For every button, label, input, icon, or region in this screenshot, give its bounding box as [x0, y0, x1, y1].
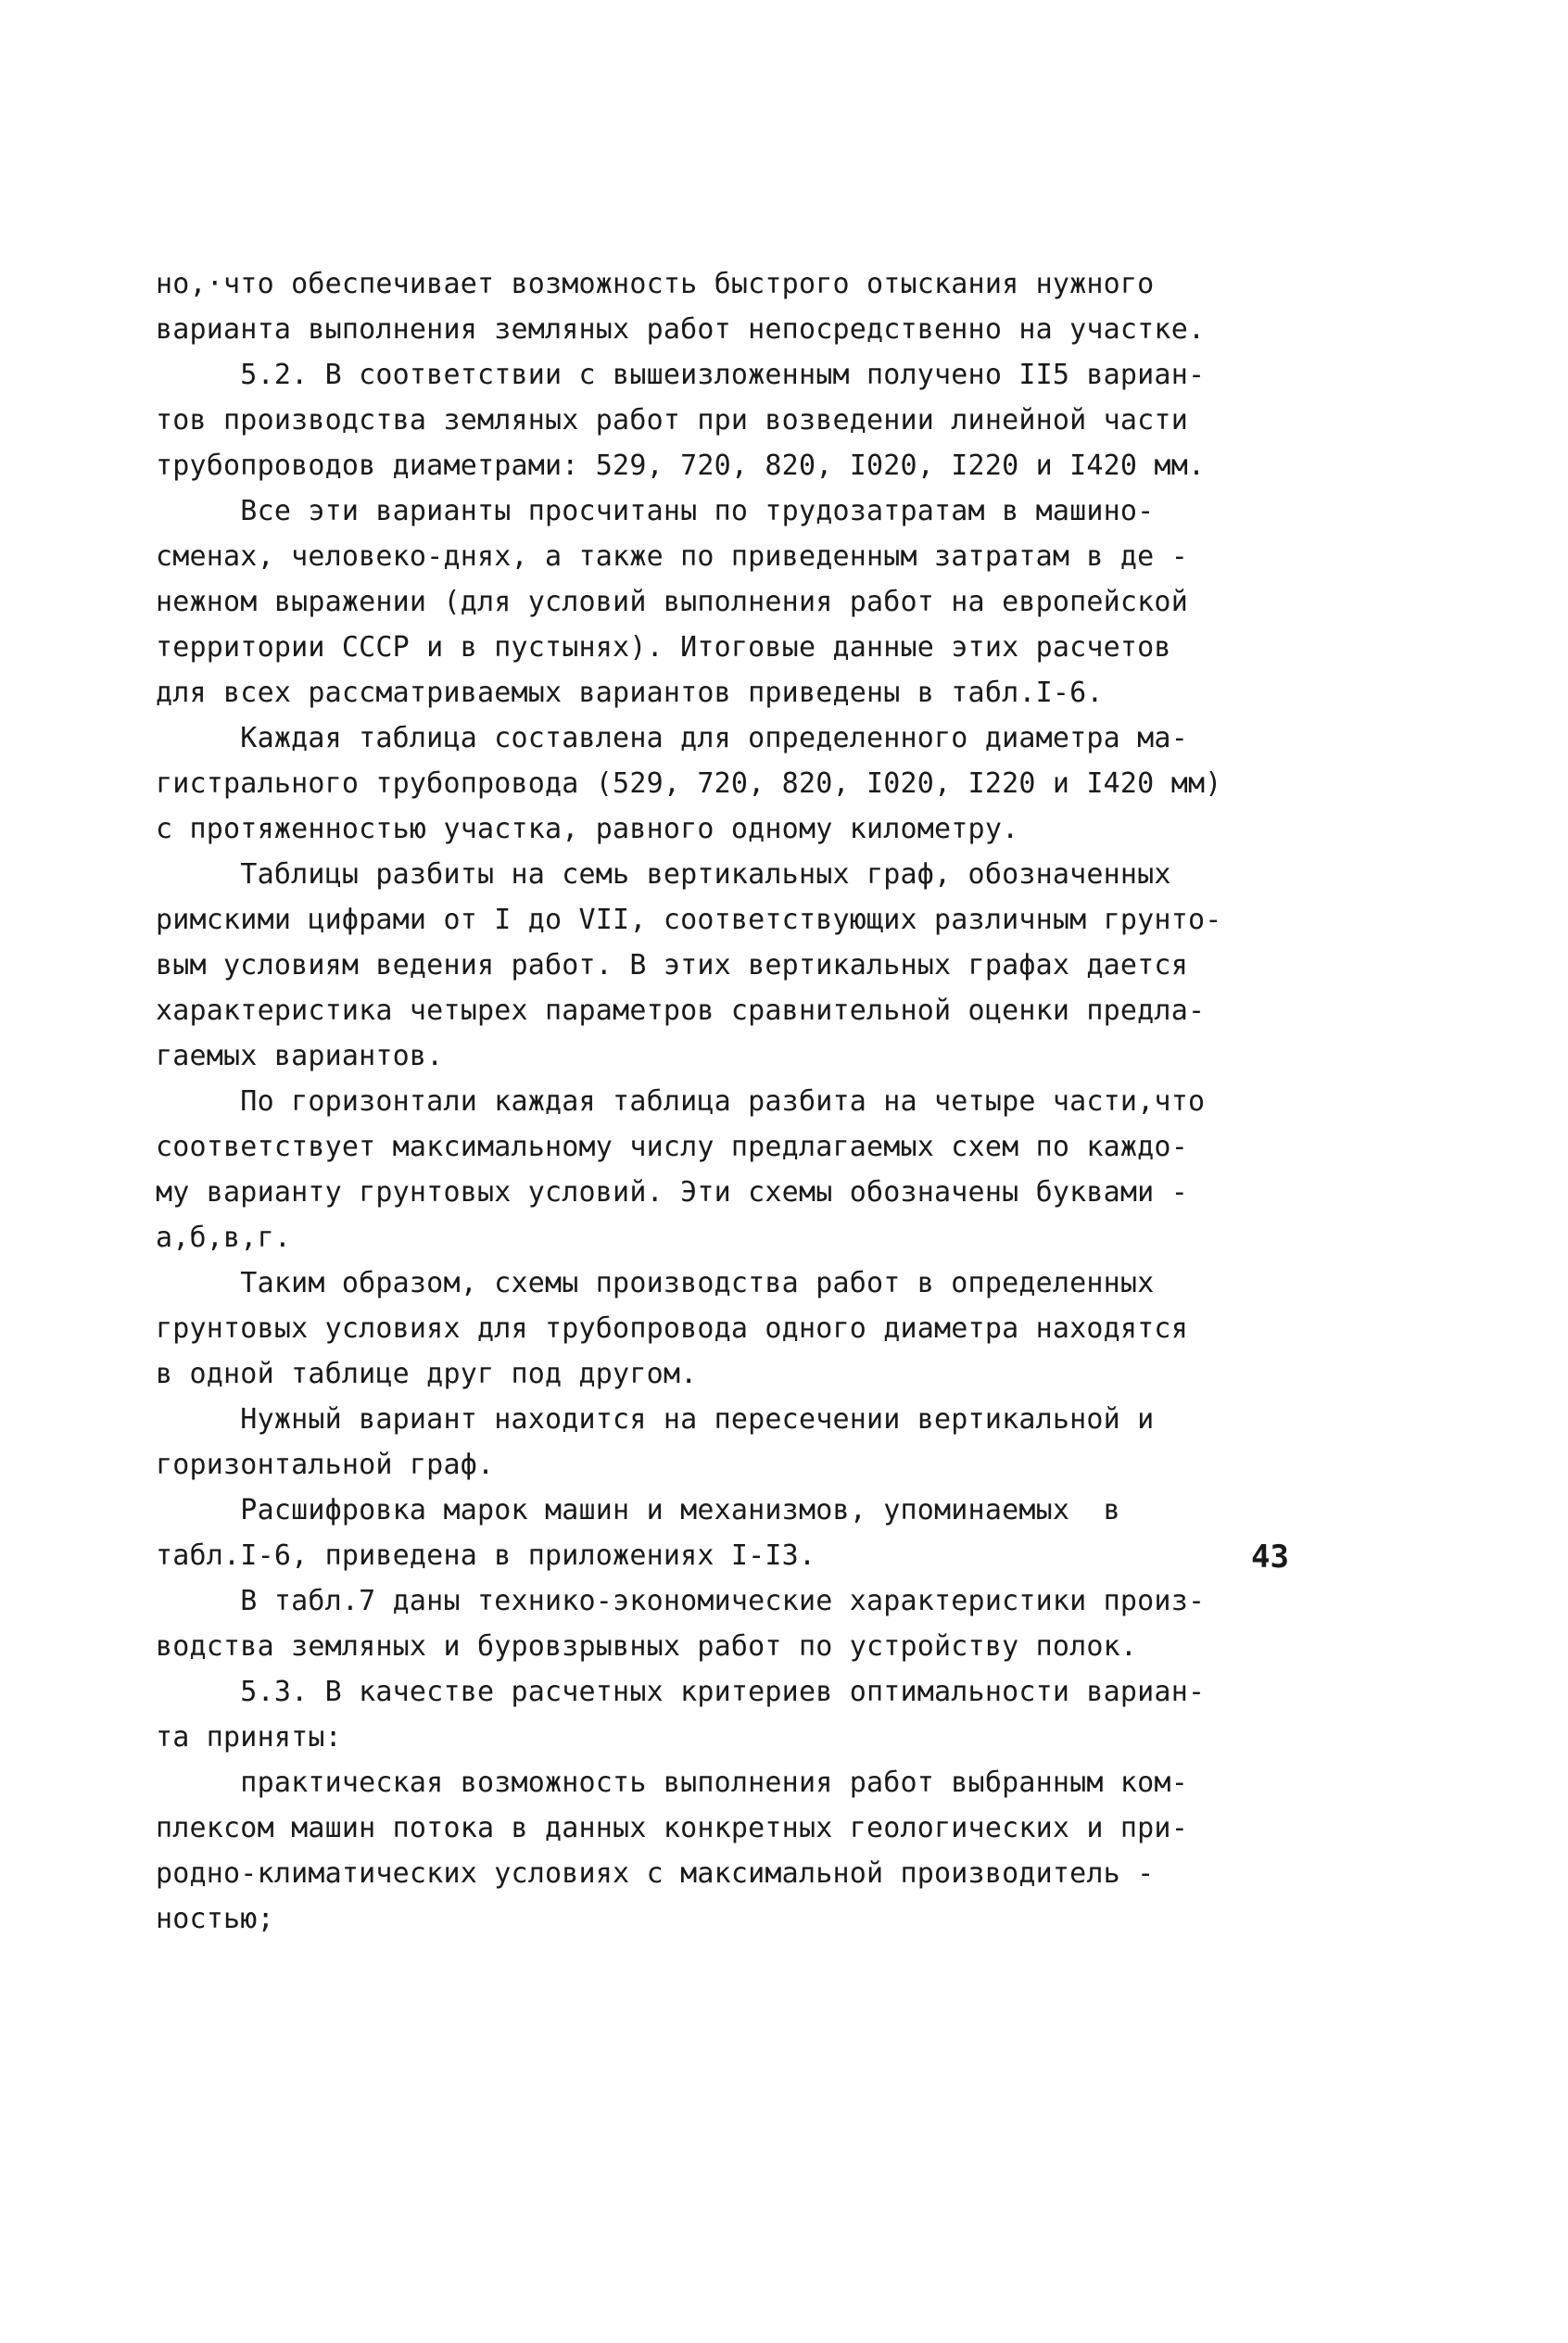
body-text [156, 261, 1351, 1942]
text-line: нежном выражении (для условий выполнения работ на европейской [156, 586, 1188, 618]
text-line: грунтовых условиях для трубопровода одного диаметра находятся [156, 1312, 1188, 1345]
text-line: му варианту грунтовых условий. Эти схемы обозначены буквами - [156, 1176, 1188, 1209]
text-line: гистрального трубопровода (529, 720, 820, I020, I220 и I420 мм) [156, 767, 1222, 800]
text-line: а,б,в,г. [156, 1222, 292, 1254]
text-line: плексом машин потока в данных конкретных геологических и при- [156, 1812, 1188, 1844]
page-number: 43 [1251, 1539, 1289, 1576]
text-line: территории СССР и в пустынях). Итоговые данные этих расчетов [156, 631, 1171, 664]
text-line: сменах, человеко-днях, а также по приведенным затратам в де - [156, 540, 1188, 573]
text-line: с протяженностью участка, равного одному километру. [156, 813, 1019, 845]
text-line: 5.3. В качестве расчетных критериев оптимальности вариан- [156, 1676, 1206, 1708]
text-line: Таким образом, схемы производства работ в определенных [156, 1267, 1155, 1299]
text-line: соответствует максимальному числу предлагаемых схем по каждо- [156, 1131, 1188, 1163]
text-line: римскими цифрами от I до VII, соответствующих различным грунто- [156, 904, 1222, 936]
text-line: Расшифровка марок машин и механизмов, упоминаемых в [156, 1494, 1120, 1526]
text-line: характеристика четырех параметров сравнительной оценки предла- [156, 994, 1206, 1027]
text-line: Таблицы разбиты на семь вертикальных граф, обозначенных [156, 858, 1171, 891]
text-line: ностью; [156, 1903, 274, 1935]
text-line: но,·что обеспечивает возможность быстрого отыскания нужного [156, 268, 1155, 300]
text-line: тов производства земляных работ при возведении линейной части [156, 404, 1188, 437]
text-line: Нужный вариант находится на пересечении вертикальной и [156, 1403, 1155, 1436]
text-line: варианта выполнения земляных работ непосредственно на участке. [156, 313, 1206, 346]
text-line: вым условиям ведения работ. В этих вертикальных графах дается [156, 949, 1188, 982]
text-line: для всех рассматриваемых вариантов приведены в табл.I-6. [156, 677, 1104, 709]
text-line: 5.2. В соответствии с вышеизложенным получено II5 вариан- [156, 359, 1206, 391]
text-line: Все эти варианты просчитаны по трудозатратам в машино- [156, 495, 1155, 527]
text-line: В табл.7 даны технико-экономические характеристики произ- [156, 1585, 1206, 1617]
text-line: водства земляных и буровзрывных работ по устройству полок. [156, 1630, 1138, 1663]
text-line: в одной таблице друг под другом. [156, 1358, 698, 1390]
text-line: горизонтальной граф. [156, 1449, 495, 1481]
text-line: гаемых вариантов. [156, 1040, 444, 1072]
text-line: Каждая таблица составлена для определенного диаметра ма- [156, 722, 1188, 754]
text-line: табл.I-6, приведена в приложениях I-I3. [156, 1539, 816, 1572]
text-line: практическая возможность выполнения работ выбранным ком- [156, 1767, 1188, 1799]
text-line: По горизонтали каждая таблица разбита на четыре части,что [156, 1085, 1206, 1118]
text-line: трубопроводов диаметрами: 529, 720, 820, I020, I220 и I420 мм. [156, 450, 1206, 482]
text-line: родно-климатических условиях с максимальной производитель - [156, 1857, 1155, 1890]
text-line: та приняты: [156, 1721, 342, 1754]
